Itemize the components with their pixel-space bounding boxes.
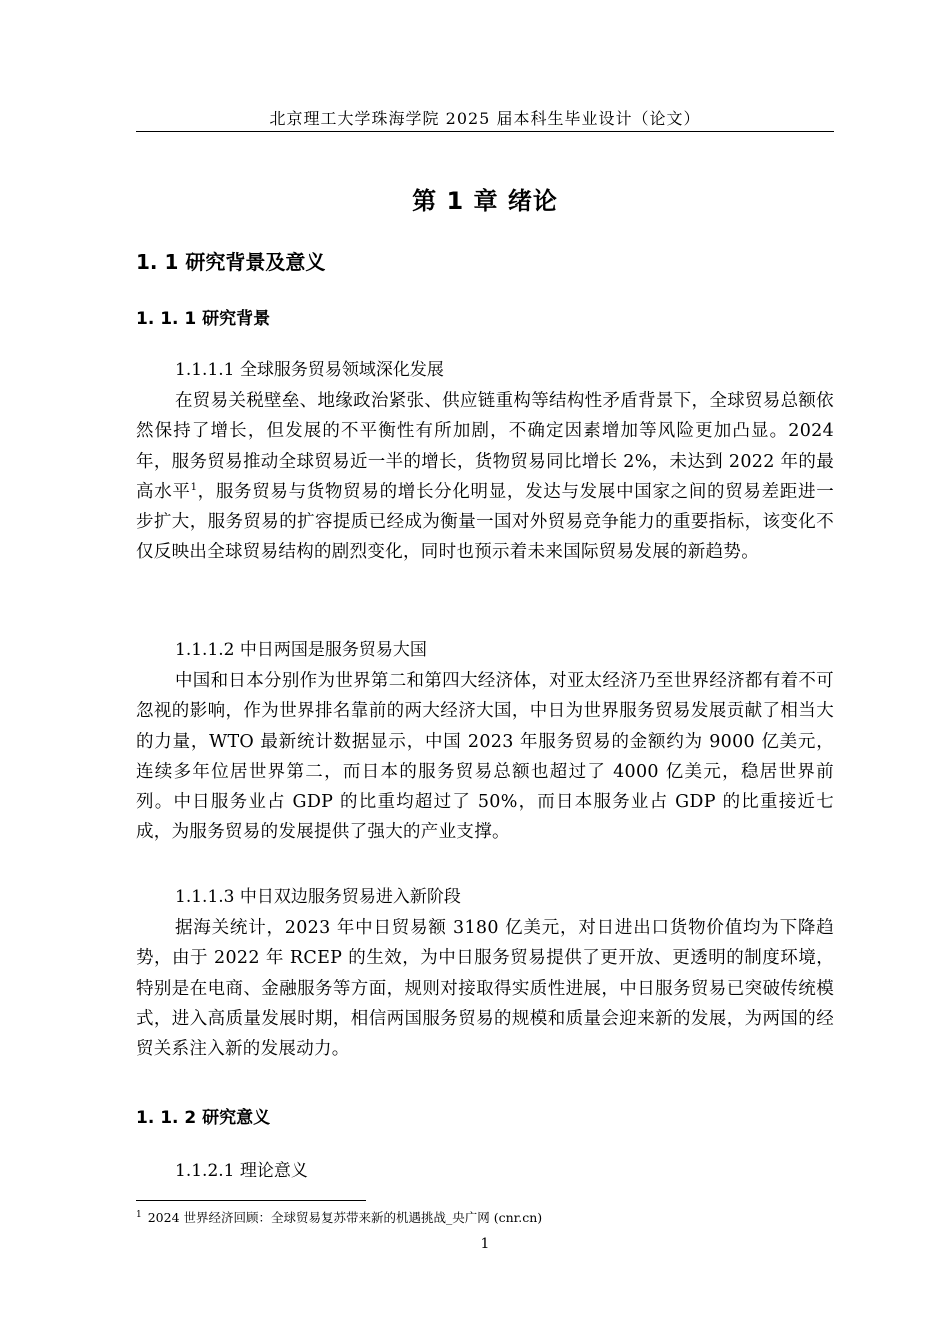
footnote-reference: 1	[190, 482, 198, 494]
paragraph-text: 在贸易关税壁垒、地缘政治紧张、供应链重构等结构性矛盾背景下，全球贸易总额依然保持了增长，但发展的不平衡性有所加剧，不确定因素增加等风险更加凸显。2024 年，服务贸易推动全球贸易近一半的增长，货物贸易同比增长 2%，未达到 2022 年的最高水平	[136, 391, 834, 502]
chapter-title: 第 1 章 绪论	[412, 187, 558, 215]
footnote-text: 2024 世界经济回顾：全球贸易复苏带来新的机遇挑战_央广网 (cnr.cn)	[147, 1210, 543, 1225]
header-rule	[136, 131, 834, 132]
subsection-heading-1-1-2: 1. 1. 2 研究意义	[136, 1108, 271, 1128]
footnote-rule	[136, 1200, 366, 1201]
section-heading-1-1: 1. 1 研究背景及意义	[136, 250, 326, 274]
page-number: 1	[480, 1236, 490, 1252]
footnote-marker: 1	[136, 1209, 142, 1220]
paragraph-1-1-1-2: 中国和日本分别作为世界第二和第四大经济体，对亚太经济乃至世界经济都有着不可忽视的影响，作为世界排名靠前的两大经济大国，中日为世界服务贸易发展贡献了相当大的力量，WTO 最新统计数据显示，中国 2023 年服务贸易的金额约为 9000 亿美元，连续多年位居世界第二，而日本的服务贸易总额也超过了 4000 亿美元，稳居世界前列。中日服务业占 GDP 的比重均超过了 50%，而日本服务业占 GDP 的比重接近七成，为服务贸易的发展提供了强大的产业支撑。	[136, 671, 834, 843]
heading-1-1-1-1: 1.1.1.1 全球服务贸易领域深化发展	[175, 360, 444, 380]
heading-1-1-1-2: 1.1.1.2 中日两国是服务贸易大国	[175, 640, 427, 660]
heading-1-1-1-3: 1.1.1.3 中日双边服务贸易进入新阶段	[175, 887, 461, 907]
running-header: 北京理工大学珠海学院 2025 届本科生毕业设计（论文）	[269, 109, 701, 128]
paragraph-1-1-1-1	[136, 386, 834, 568]
heading-1-1-2-1: 1.1.2.1 理论意义	[175, 1161, 308, 1181]
paragraph-1-1-1-3: 据海关统计，2023 年中日贸易额 3180 亿美元，对日进出口货物价值均为下降趋势，由于 2022 年 RCEP 的生效，为中日服务贸易提供了更开放、更透明的制度环境，特别是在电商、金融服务等方面，规则对接取得实质性进展，中日服务贸易已突破传统模式，进入高质量发展时期，相信两国服务贸易的规模和质量会迎来新的发展，为两国的经贸关系注入新的发展动力。	[136, 918, 834, 1060]
paragraph-text: ，服务贸易与货物贸易的增长分化明显，发达与发展中国家之间的贸易差距进一步扩大，服务贸易的扩容提质已经成为衡量一国对外贸易竞争能力的重要指标，该变化不仅反映出全球贸易结构的剧烈变化，同时也预示着未来国际贸易发展的新趋势。	[136, 481, 834, 563]
subsection-heading-1-1-1: 1. 1. 1 研究背景	[136, 309, 271, 329]
footnote	[136, 1208, 542, 1226]
